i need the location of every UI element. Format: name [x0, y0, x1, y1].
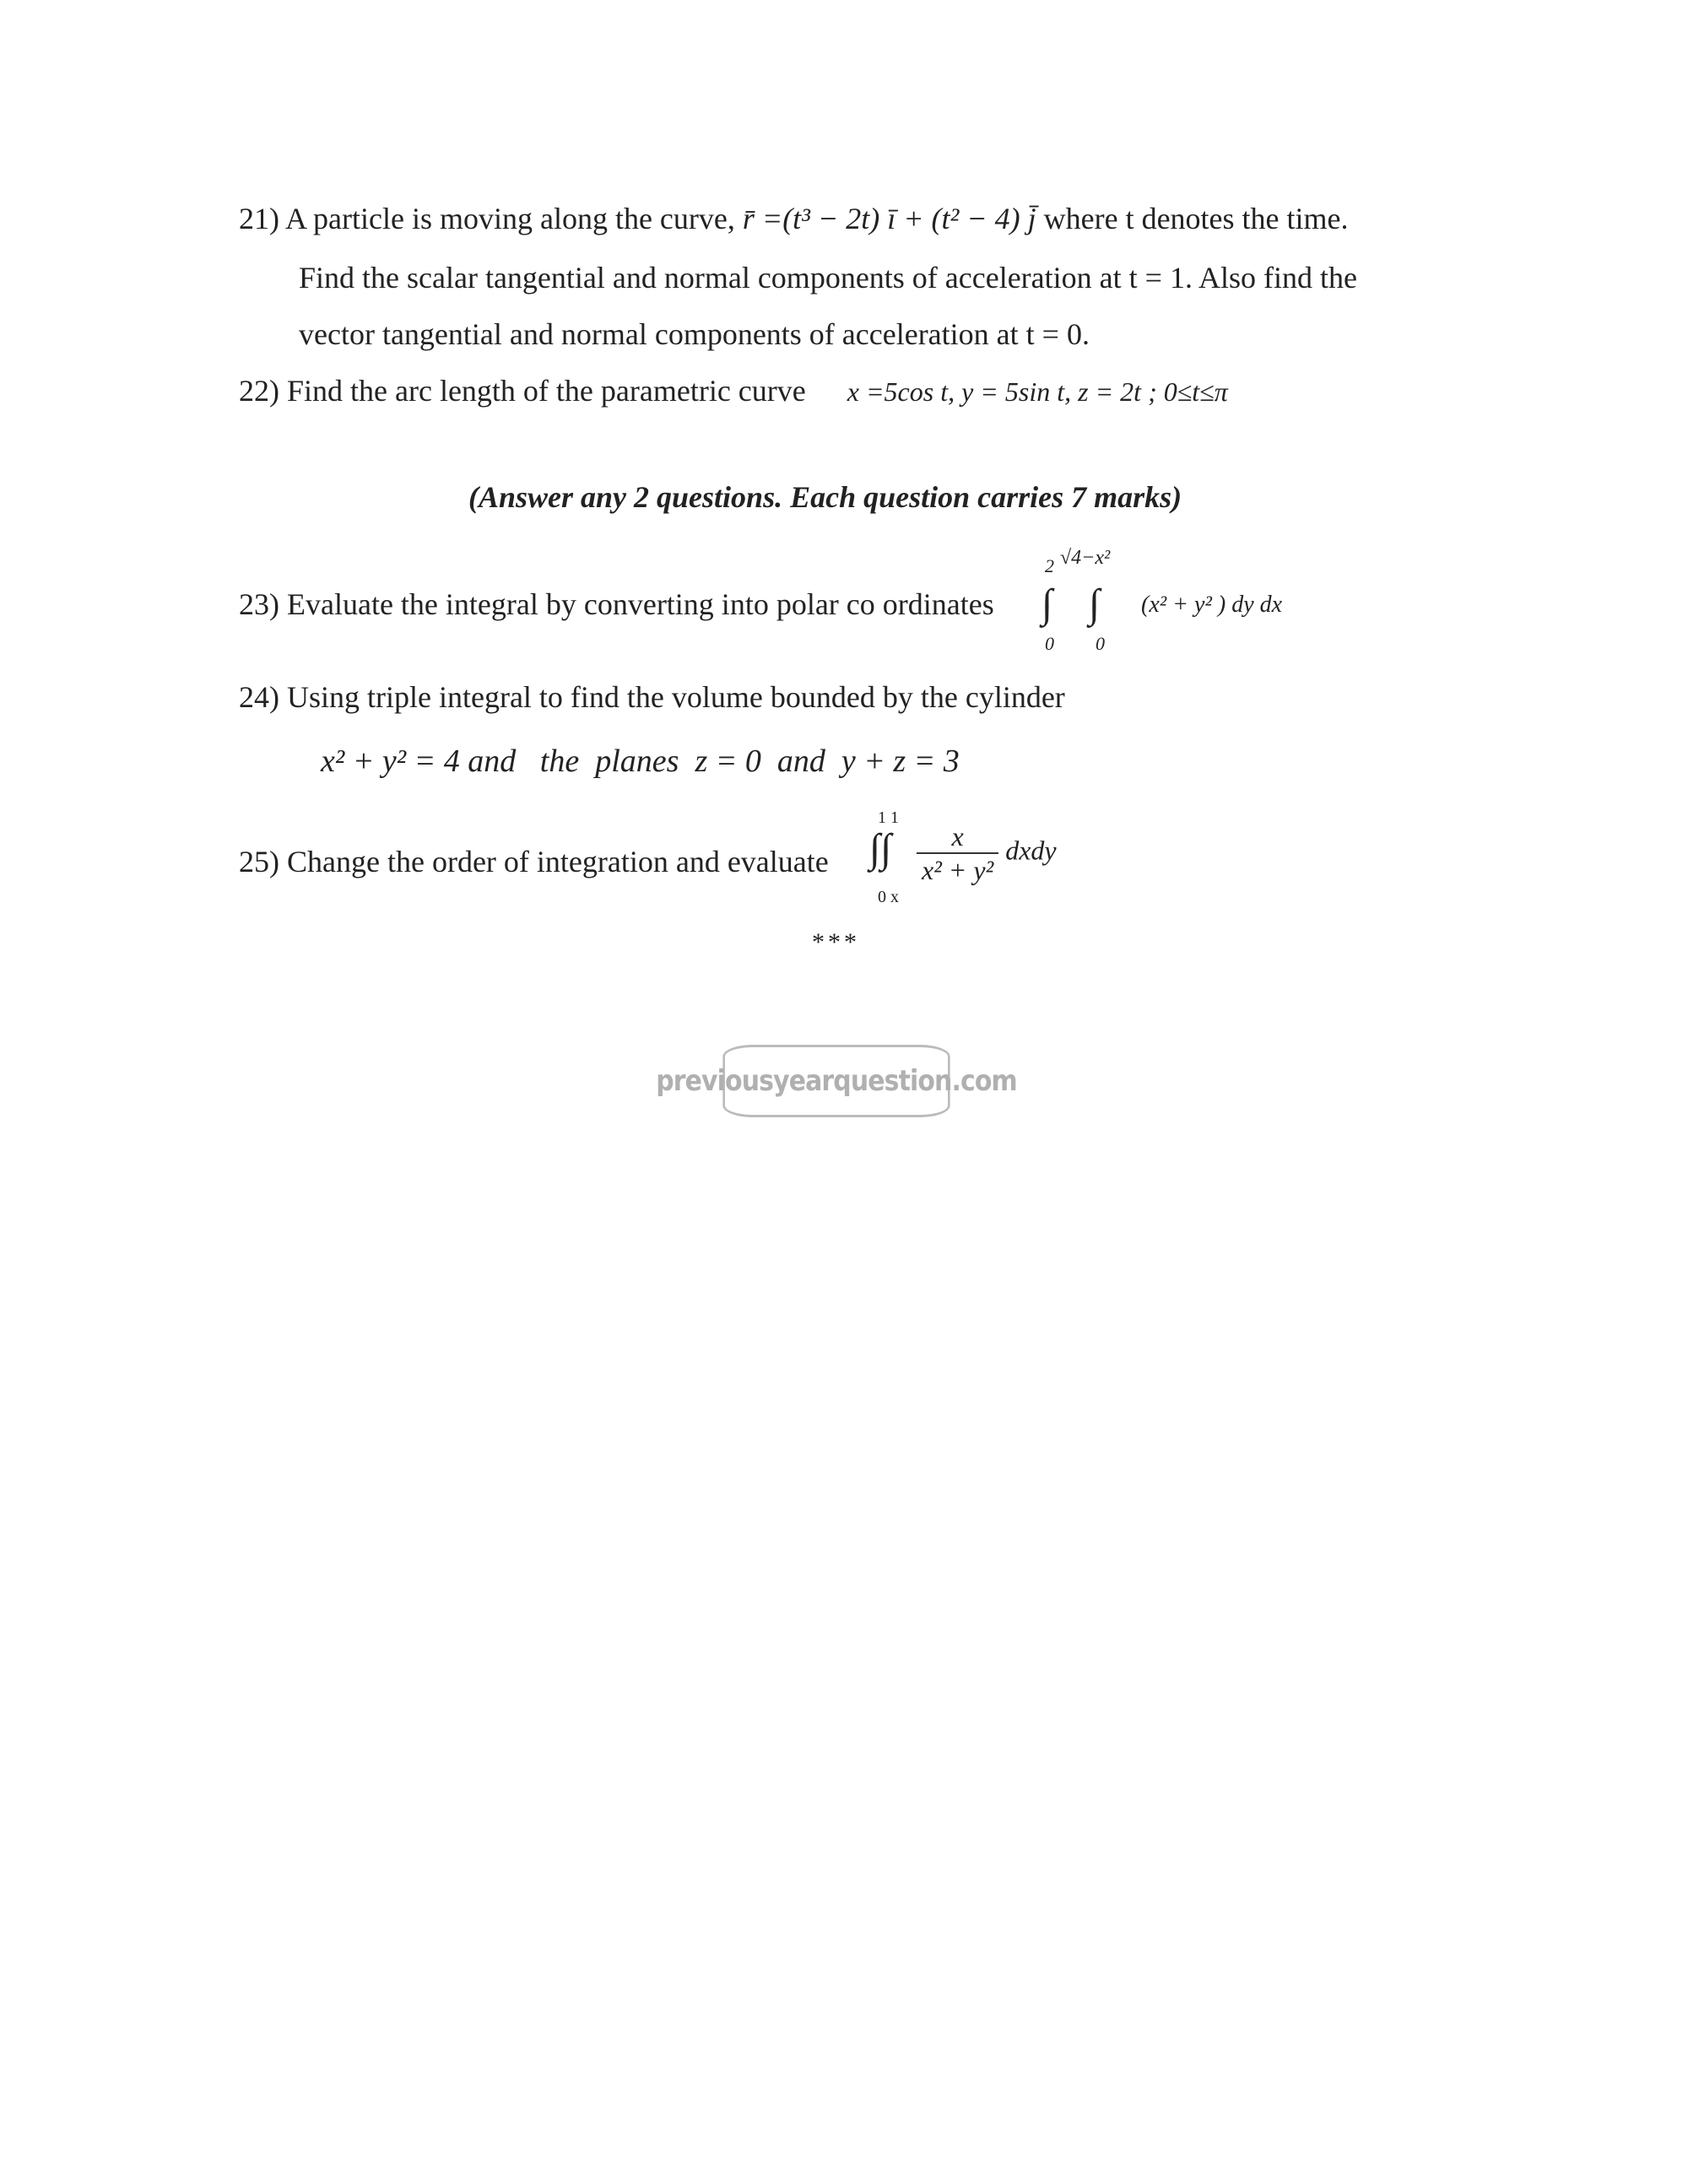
question-25-text: Change the order of integration and evaluate [287, 845, 829, 878]
q25-differential: dxdy [1005, 835, 1057, 866]
q23-upper-inner-limit: √4−x² [1060, 547, 1111, 569]
question-21-line2: Find the scalar tangential and normal components of acceleration at t = 1. Also find the [299, 261, 1357, 295]
q23-lower-outer-limit: 0 [1045, 633, 1054, 654]
question-21-text: A particle is moving along the curve, [285, 202, 735, 235]
q23-upper-outer-limit: 2 [1045, 555, 1054, 576]
question-24 [239, 679, 1065, 716]
question-24-text: Using triple integral to find the volume bounded by the cylinder [287, 680, 1065, 714]
question-25-number: 25) [239, 845, 279, 878]
q25-integral-symbols: ∫∫ [869, 826, 892, 871]
end-mark: *** [812, 928, 860, 956]
question-22-formula: x =5cos t, y = 5sin t, z = 2t ; 0≤t≤π [847, 376, 1228, 407]
watermark-text: previousyearquestion.com [656, 1064, 1017, 1098]
question-23 [239, 587, 994, 623]
question-21-line1 [239, 201, 1349, 237]
q23-integral-inner: ∫ [1089, 581, 1101, 626]
question-22-number: 22) [239, 374, 279, 408]
watermark-logo [656, 1045, 1017, 1117]
q23-integrand: (x² + y² ) dy dx [1141, 592, 1283, 618]
q25-upper-limits: 1 1 [878, 808, 899, 827]
q23-integral-outer: ∫ [1041, 581, 1053, 626]
question-21-number: 21) [239, 202, 279, 235]
question-21-line3: vector tangential and normal components of acceleration at t = 0. [299, 317, 1090, 351]
question-22-text: Find the arc length of the parametric curve [287, 374, 806, 408]
question-24-number: 24) [239, 680, 279, 714]
question-24-formula: x² + y² = 4 and the planes z = 0 and y + z = 3 [321, 743, 960, 779]
question-22 [239, 373, 1228, 409]
q23-lower-inner-limit: 0 [1096, 633, 1105, 654]
q25-lower-limits: 0 x [878, 888, 899, 906]
question-21-formula: r̄ =(t³ − 2t) ī + (t² − 4) j̄ [742, 202, 1036, 235]
question-25 [239, 844, 829, 880]
q25-fraction [917, 820, 1057, 887]
q25-denominator: x² + y² [922, 855, 994, 886]
question-21-text-end: where t denotes the time. [1043, 202, 1349, 235]
question-23-number: 23) [239, 587, 279, 621]
q25-numerator: x [917, 820, 998, 854]
question-23-text: Evaluate the integral by converting into polar co ordinates [287, 587, 994, 621]
section-heading: (Answer any 2 questions. Each question carries 7 marks) [468, 480, 1182, 514]
